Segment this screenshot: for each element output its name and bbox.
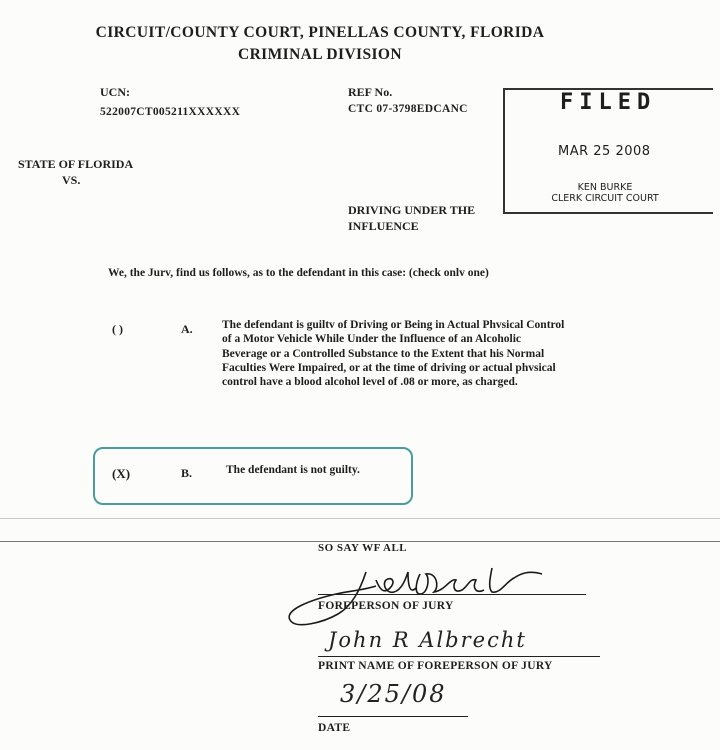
court-name: CIRCUIT/COUNTY COURT, PINELLAS COUNTY, FLORIDA bbox=[95, 24, 545, 41]
foreperson-label: FOREPERSON OF JURY bbox=[318, 600, 454, 612]
charge-line-1: DRIVING UNDER THE bbox=[348, 203, 476, 217]
party-state: STATE OF FLORIDA bbox=[18, 157, 134, 171]
foreperson-printed-name: John R Albrecht bbox=[328, 628, 527, 652]
ucn-label: UCN: bbox=[100, 85, 130, 99]
foreperson-signature-line bbox=[318, 594, 586, 595]
charge bbox=[348, 202, 513, 234]
jury-instruction: We, the Jurv, find us follows, as to the defendant in this case: (check onlv one) bbox=[108, 267, 489, 279]
ref-label: REF No. bbox=[348, 85, 393, 99]
date-label: DATE bbox=[318, 722, 351, 734]
verdict-date-value: 3/25/08 bbox=[340, 680, 447, 708]
charge-line-2: INFLUENCE bbox=[348, 219, 419, 233]
filed-stamp-status: FILED bbox=[560, 90, 657, 115]
print-name-label: PRINT NAME OF FOREPERSON OF JURY bbox=[318, 660, 553, 672]
party-versus: VS. bbox=[62, 173, 81, 187]
ref-value: CTC 07-3798EDCANC bbox=[348, 103, 468, 115]
print-name-line bbox=[318, 656, 600, 657]
option-a-letter: A. bbox=[181, 322, 193, 336]
option-a-text: The defendant is guiltv of Driving or Being in Actual Phvsical Control of a Motor Vehicle While Under the Influence of an Alcoholic Beverage or a Controlled Substance to the Extent that his Normal Faculties Were Impaired, or at the time of driving or actual phvsical control have a blood alcohol level of .08 or more, as charged. bbox=[222, 319, 565, 389]
option-b-text: The defendant is not guilty. bbox=[226, 464, 360, 476]
so-say-we-all: SO SAY WF ALL bbox=[318, 542, 408, 554]
date-line bbox=[318, 716, 468, 717]
court-division: CRIMINAL DIVISION bbox=[238, 46, 402, 63]
option-a-checkbox: ( ) bbox=[112, 322, 123, 336]
filed-stamp-date: MAR 25 2008 bbox=[558, 144, 651, 159]
filed-stamp-clerk bbox=[520, 182, 690, 204]
clerk-name: KEN BURKE bbox=[577, 182, 633, 193]
option-b-checkbox: (X) bbox=[112, 466, 131, 481]
option-b-letter: B. bbox=[181, 466, 193, 480]
clerk-title: CLERK CIRCUIT COURT bbox=[551, 193, 659, 204]
page-fold-line bbox=[0, 518, 720, 519]
verdict-highlight-box bbox=[93, 447, 413, 505]
court-header bbox=[0, 22, 640, 66]
ucn-value: 522007CT005211XXXXXX bbox=[100, 106, 241, 118]
